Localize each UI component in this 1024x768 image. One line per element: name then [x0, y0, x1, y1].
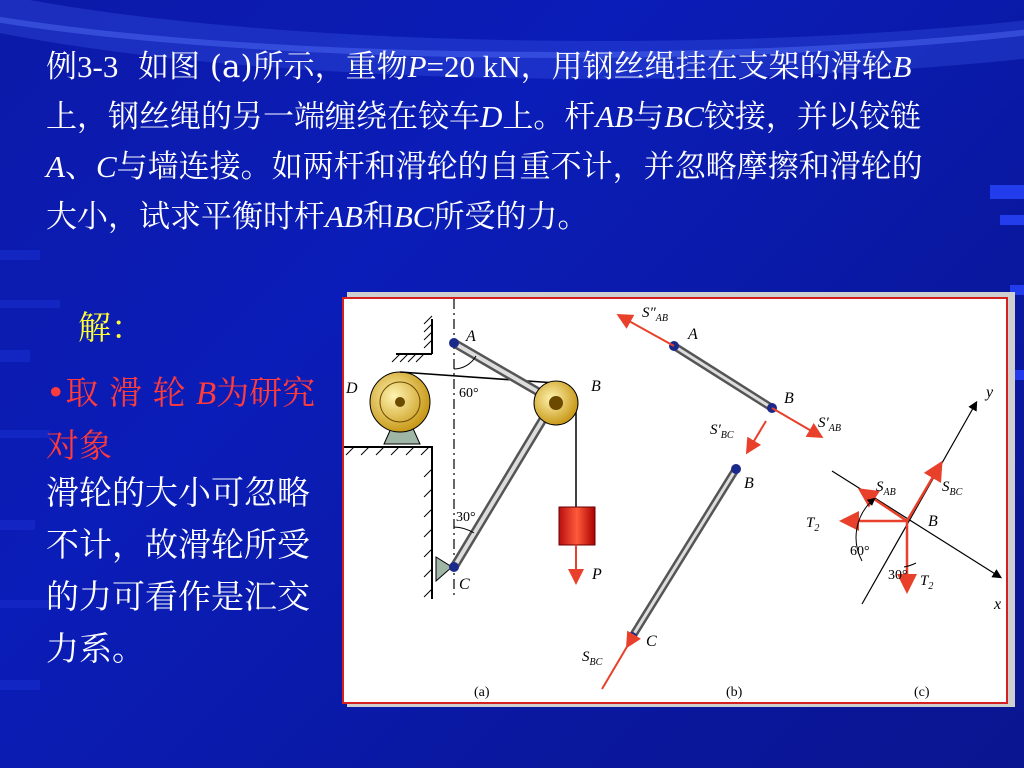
- label-t2-a: $T_2$: [806, 515, 820, 534]
- angle-30: 30°: [456, 510, 476, 525]
- figure-a: [344, 299, 602, 700]
- svg-text:x: x: [994, 596, 1002, 613]
- label-p: P: [592, 566, 602, 583]
- label-t2-b: $T_2$: [920, 573, 934, 592]
- svg-text:60°: 60°: [850, 544, 870, 559]
- label-s-ab-dd: $S''_{AB}$: [642, 305, 668, 324]
- svg-text:C: C: [646, 633, 657, 650]
- svg-text:B: B: [744, 475, 754, 492]
- svg-text:B: B: [928, 513, 938, 530]
- mechanics-figure: [344, 299, 1006, 702]
- hinge-a: [449, 338, 459, 348]
- axis-x: [832, 471, 1000, 577]
- hinge-c: [449, 562, 459, 572]
- label-s-bc: $S_{BC}$: [582, 649, 603, 668]
- force-s-bc-d: [748, 421, 766, 451]
- solution-title: 解：: [78, 308, 144, 347]
- label-s-bc-d: $S'_{BC}$: [710, 422, 734, 441]
- label-s-bc-c: $S_{BC}$: [942, 479, 963, 498]
- svg-text:B: B: [784, 390, 794, 407]
- cable: [400, 372, 556, 383]
- label-a: A: [466, 328, 476, 345]
- problem-statement: 例3-3 如图 (a)所示，重物P=20 kN，用钢丝绳挂在支架的滑轮B上，钢丝绳的另一端缠绕在铰车D上。杆AB与BC铰接，并以铰链A、C与墙连接。如两杆和滑轮的自重不计，并忽略摩擦和滑轮的大小，试求平衡时杆AB和BC所受的力。: [46, 49, 923, 235]
- caption-b: (b): [726, 685, 743, 700]
- lower-wall: [344, 447, 432, 599]
- label-s-ab-c: $S_{AB}$: [876, 479, 896, 498]
- angle-60: 60°: [459, 386, 479, 401]
- label-s-ab-d: $S'_{AB}$: [818, 415, 841, 434]
- figure-b: [582, 305, 841, 700]
- label-b: B: [591, 378, 601, 395]
- example-label: 例: [46, 49, 77, 85]
- solution-body: 滑轮的大小可忽略不计，故滑轮所受的力可看作是汇交力系。: [46, 473, 310, 668]
- force-s-ab-d: [772, 408, 820, 436]
- svg-text:y: y: [986, 384, 994, 401]
- figure-panel: [342, 297, 1008, 704]
- weight-p: [559, 507, 595, 545]
- label-c: C: [459, 576, 470, 593]
- caption-a: (a): [474, 685, 490, 700]
- label-d: D: [346, 380, 358, 397]
- svg-text:A: A: [688, 326, 698, 343]
- caption-c: (c): [914, 685, 930, 700]
- force-s-bc: [602, 645, 628, 689]
- solution-bullet: •取 滑 轮 B为研究对象: [46, 373, 316, 465]
- svg-text:30°: 30°: [888, 568, 908, 583]
